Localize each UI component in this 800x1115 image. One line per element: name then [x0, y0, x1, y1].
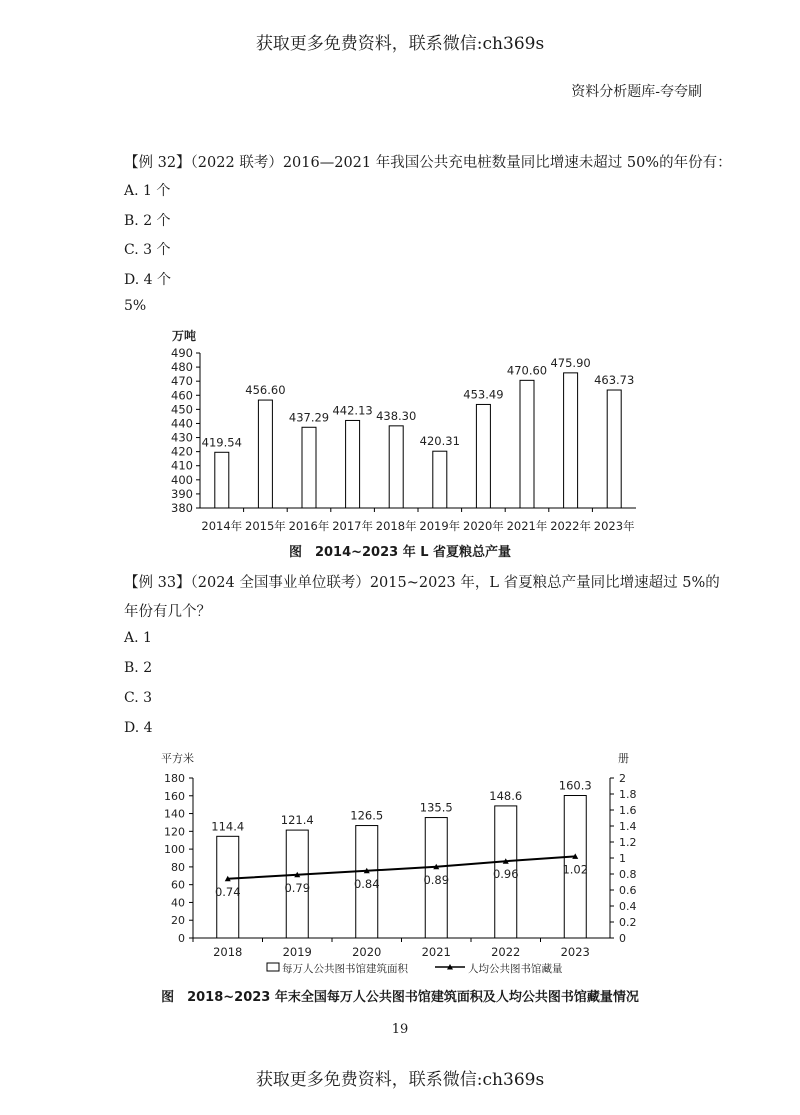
chart2-right-tick-label: 1.6 [619, 804, 637, 817]
chart2-left-tick-label: 60 [171, 878, 185, 892]
chart1-data-label: 437.29 [288, 410, 330, 425]
chart2-left-tick-label: 120 [164, 825, 185, 839]
chart1-y-tick-label: 460 [171, 388, 193, 403]
chart2-right-tick-label: 1.2 [619, 836, 637, 849]
chart2-right-tick-label: 0.2 [619, 916, 637, 929]
running-header: 资料分析题库-夸夸刷 [571, 84, 702, 100]
chart2-bar-label: 114.4 [211, 819, 245, 834]
chart2-right-tick-label: 0.4 [619, 900, 637, 913]
chart2-x-tick-label: 2022 [491, 945, 521, 959]
chart1-data-label: 442.13 [332, 403, 373, 418]
chart1-y-tick-label: 400 [171, 472, 193, 487]
chart1-unit-label: 万吨 [172, 329, 197, 343]
chart2-right-tick-label: 0.6 [619, 884, 637, 897]
chart1-y-tick-label: 430 [171, 430, 193, 445]
promo-banner-top: 获取更多免费资料，联系微信:ch369s [255, 34, 545, 54]
chart2-right-tick-label: 0.8 [619, 868, 637, 881]
chart2-left-tick-label: 0 [178, 932, 185, 945]
chart1-data-label: 420.31 [419, 434, 460, 449]
chart2-bar-label: 135.5 [419, 800, 453, 815]
chart1-x-tick-label: 2018年 [375, 519, 417, 533]
question-33-line1: 【例 33】（2024 全国事业单位联考）2015~2023 年，L 省夏粮总产量同比增速超过 5%的 [124, 575, 720, 591]
q32-option-d: D. 4 个 [124, 272, 171, 288]
chart2-caption: 图 2018~2023 年末全国每万人公共图书馆建筑面积及人均公共图书馆藏量情况 [161, 990, 639, 1005]
chart1-data-label: 470.60 [506, 363, 548, 378]
promo-banner-bottom: 获取更多免费资料，联系微信:ch369s [255, 1070, 545, 1090]
chart2-left-tick-label: 140 [164, 807, 185, 821]
chart2-right-tick-label: 1.8 [619, 788, 637, 801]
chart2-x-tick-label: 2021 [421, 945, 451, 959]
chart2-right-unit: 册 [618, 752, 629, 765]
chart1-x-tick-label: 2020年 [463, 519, 504, 533]
chart1-x-tick-label: 2023年 [593, 519, 635, 533]
q33-option-d: D. 4 [124, 720, 153, 736]
chart1-x-tick-label: 2015年 [245, 519, 286, 533]
chart2-series-line [228, 856, 576, 878]
chart1-data-label: 438.30 [376, 408, 417, 423]
q33-option-b: B. 2 [124, 660, 153, 676]
chart2-left-tick-label: 20 [171, 914, 185, 928]
chart2-left-tick-label: 40 [171, 896, 185, 910]
chart2-line-label: 0.79 [284, 880, 311, 895]
chart2-left-tick-label: 160 [164, 789, 185, 803]
chart1-y-tick-label: 470 [171, 374, 193, 389]
chart2-legend-bar-swatch [267, 963, 279, 971]
chart2-right-tick-label: 1.4 [619, 820, 637, 833]
chart2-bar-label: 126.5 [350, 808, 384, 823]
chart1-data-label: 453.49 [463, 387, 504, 402]
q32-option-a: A. 1 个 [124, 183, 171, 199]
chart1-x-tick-label: 2021年 [506, 519, 548, 533]
chart2-x-tick-label: 2020 [352, 945, 382, 959]
chart1-x-tick-label: 2019年 [419, 519, 461, 533]
chart2-line-label: 0.89 [423, 872, 450, 887]
chart1-y-tick-label: 450 [171, 402, 193, 417]
chart2-x-tick-label: 2018 [213, 945, 243, 959]
chart1-caption: 图 2014~2023 年 L 省夏粮总产量 [288, 545, 512, 560]
chart2-right-tick-label: 2 [619, 772, 626, 785]
chart1-x-tick-label: 2016年 [288, 519, 330, 533]
chart2-left-unit: 平方米 [161, 752, 194, 765]
question-33-line2: 年份有几个？ [124, 604, 211, 620]
chart1-y-tick-label: 420 [171, 444, 193, 459]
question-32-text: 【例 32】（2022 联考）2016—2021 年我国公共充电桩数量同比增速未超过 50%的年份有： [124, 155, 732, 171]
chart2-line-label: 0.74 [214, 884, 241, 899]
chart1-y-tick-label: 380 [171, 501, 193, 515]
chart1-y-tick-label: 490 [171, 346, 193, 360]
q33-option-c: C. 3 [124, 690, 153, 706]
q33-option-a: A. 1 [124, 630, 152, 646]
chart1-x-tick-label: 2017年 [332, 519, 373, 533]
chart1-y-tick-label: 390 [171, 486, 193, 501]
chart2-line-label: 0.96 [492, 867, 519, 882]
chart2-legend-line-label: 人均公共图书馆藏量 [468, 963, 563, 975]
chart1-x-tick-label: 2022年 [550, 519, 591, 533]
chart2-left-tick-label: 180 [164, 772, 185, 785]
chart2-line-label: 1.02 [562, 862, 589, 877]
chart2-right-tick-label: 0 [619, 932, 626, 945]
q32-option-b: B. 2 个 [124, 213, 171, 229]
chart1-y-tick-label: 410 [171, 458, 193, 473]
chart2-left-tick-label: 80 [171, 860, 185, 874]
q32-option-c: C. 3 个 [124, 242, 171, 258]
chart1-y-tick-label: 440 [171, 416, 193, 431]
chart2-bar-label: 121.4 [280, 813, 314, 828]
chart1-data-label: 456.60 [245, 383, 286, 398]
chart1-x-tick-label: 2014年 [201, 519, 243, 533]
chart2-x-tick-label: 2019 [282, 945, 312, 959]
chart1-data-label: 419.54 [201, 435, 242, 450]
page-number: 19 [391, 1022, 409, 1037]
chart2-right-tick-label: 1 [619, 852, 626, 865]
chart2-bar-label: 160.3 [558, 778, 592, 793]
chart1-data-label: 463.73 [594, 373, 635, 388]
chart1-data-label: 475.90 [550, 355, 591, 370]
chart2-line-label: 0.84 [353, 876, 380, 891]
chart2-legend-bar-label: 每万人公共图书馆建筑面积 [282, 963, 408, 975]
chart2-bar-label: 148.6 [489, 788, 523, 803]
chart2-left-tick-label: 100 [164, 843, 185, 857]
chart1-y-tick-label: 480 [171, 360, 193, 375]
stray-note: 5% [124, 298, 147, 314]
chart2-x-tick-label: 2023 [560, 945, 590, 959]
